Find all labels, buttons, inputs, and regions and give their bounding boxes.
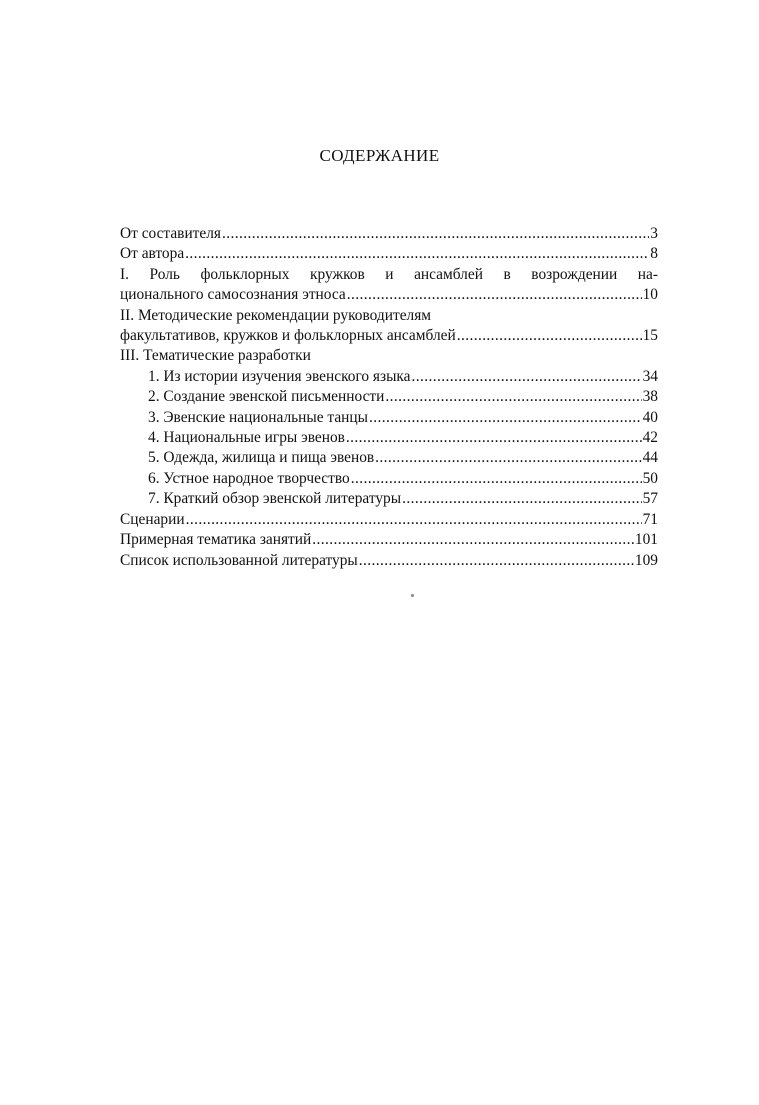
toc-entry <box>120 530 658 550</box>
toc-page-number: 38 <box>642 388 658 406</box>
toc-leader-dots <box>185 244 649 264</box>
toc-entry-title: Примерная тематика занятий <box>120 531 312 549</box>
toc-leader-dots <box>385 387 641 407</box>
toc-page-number: 34 <box>642 367 658 385</box>
toc-section-heading: III. Тематические разработки <box>120 347 311 365</box>
toc-entry <box>120 326 658 346</box>
toc-page-number: 50 <box>642 469 658 487</box>
toc-subentry <box>120 387 658 407</box>
toc-entry-title: От составителя <box>120 225 221 242</box>
toc-leader-dots <box>369 408 642 428</box>
toc-page-number: 42 <box>642 429 658 447</box>
toc-entry-title: 1. Из истории изучения эвенского языка <box>148 367 411 385</box>
toc-entry-title: 6. Устное народное творчество <box>148 469 350 487</box>
toc-leader-dots <box>222 224 649 244</box>
toc-entry <box>120 510 658 530</box>
toc-page-number: 15 <box>642 327 658 345</box>
toc-page-number: 3 <box>650 225 658 242</box>
toc-leader-dots <box>186 510 642 530</box>
toc-entry-title-line2: ционального самосознания этноса <box>120 286 346 304</box>
toc-leader-dots <box>351 469 642 489</box>
scan-speck <box>411 594 414 597</box>
toc-page-number: 44 <box>642 449 658 467</box>
toc-entry <box>120 285 658 305</box>
toc-entry-title: 5. Одежда, жилища и пища эвенов <box>148 449 375 467</box>
toc-page-number: 57 <box>642 490 658 508</box>
toc-page-number: 71 <box>642 510 658 528</box>
toc-subentry <box>120 489 658 509</box>
toc-page-number: 40 <box>642 408 658 426</box>
toc-leader-dots <box>457 326 642 346</box>
toc-leader-dots <box>359 551 634 571</box>
toc-leader-dots <box>375 448 641 468</box>
toc-entry <box>120 551 658 571</box>
toc-entry-title: 7. Краткий обзор эвенской литературы <box>148 490 402 508</box>
page-title: СОДЕРЖАНИЕ <box>319 146 440 165</box>
toc-entry <box>120 224 658 244</box>
toc-entry <box>120 244 658 264</box>
toc-leader-dots <box>312 530 634 550</box>
toc-page-number: 10 <box>642 286 658 304</box>
toc-subentry <box>120 469 658 489</box>
toc-subentry <box>120 428 658 448</box>
toc-entry-title: 2. Создание эвенской письменности <box>148 388 385 406</box>
toc-entry-title: 3. Эвенские национальные танцы <box>148 408 368 426</box>
toc-leader-dots <box>347 285 642 305</box>
toc-page-number: 8 <box>650 245 658 263</box>
toc-entry-title: Сценарии <box>120 510 185 528</box>
toc-leader-dots <box>402 489 642 509</box>
toc-entry-title-line2: факультативов, кружков и фольклорных ансамблей <box>120 327 456 345</box>
toc-page-number: 101 <box>634 531 658 549</box>
toc-entry-title: Список использованной литературы <box>120 551 358 569</box>
toc-subentry <box>120 448 658 468</box>
toc-entry-title-line1: II. Методические рекомендации руководителям <box>120 306 432 324</box>
toc-leader-dots <box>412 367 642 387</box>
table-of-contents <box>120 224 658 571</box>
toc-subentry <box>120 408 658 428</box>
toc-entry-title-line1: I. Роль фольклорных кружков и ансамблей в возрождении на- <box>120 265 658 283</box>
toc-subentry <box>120 367 658 387</box>
toc-page-number: 109 <box>634 551 658 569</box>
toc-entry-title: От автора <box>120 245 185 263</box>
toc-leader-dots <box>346 428 642 448</box>
toc-entry-title: 4. Национальные игры эвенов <box>148 429 345 447</box>
